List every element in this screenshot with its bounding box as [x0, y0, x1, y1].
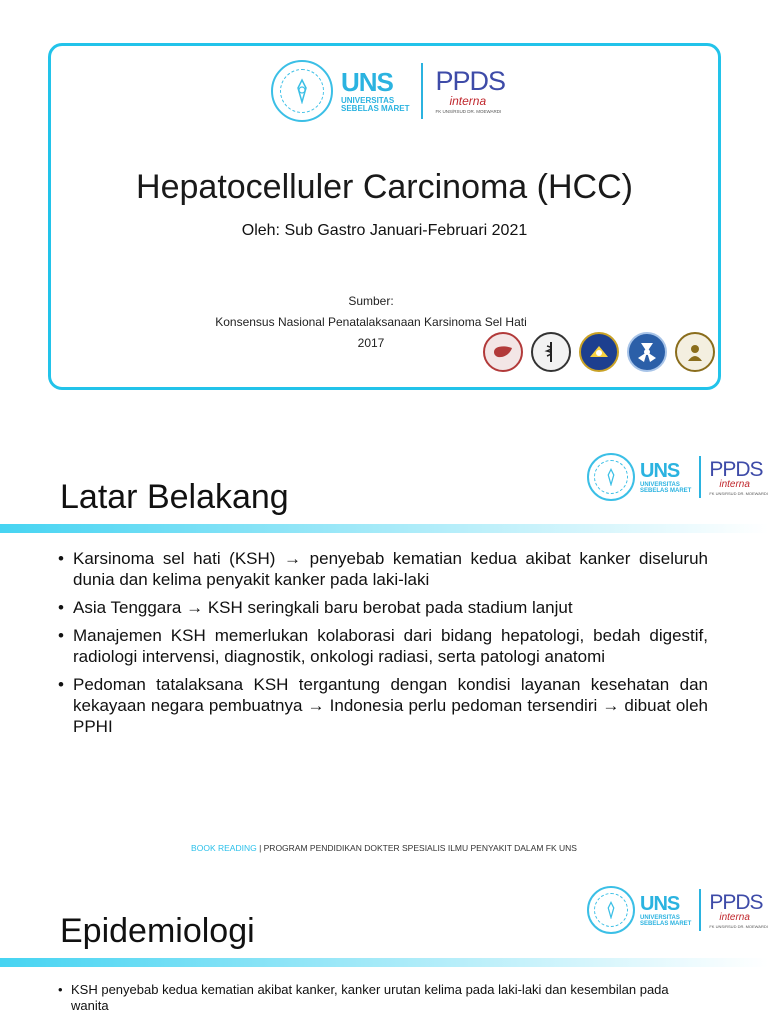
uns-wordmark: UNS UNIVERSITAS SEBELAS MARET — [640, 892, 692, 927]
header-logos — [587, 886, 768, 934]
accent-bar — [0, 958, 768, 967]
logo-divider — [421, 63, 423, 119]
list-item: • KSH penyebab kedua kematian akibat kanker, kanker urutan kelima pada laki-laki dan kesembilan pada wanita — [58, 982, 708, 1014]
footer-text: | PROGRAM PENDIDIKAN DOKTER SPESIALIS ILMU PENYAKIT DALAM FK UNS — [256, 843, 577, 853]
radiology-emblem-icon — [627, 332, 667, 372]
ppds-interna-logo: PPDS interna FK UNS/RSUD DR. MOEWARDI — [709, 890, 768, 929]
slide-footer — [0, 843, 768, 853]
logo-divider — [699, 456, 701, 498]
presentation-title: Hepatocelluler Carcinoma (HCC) — [136, 168, 633, 206]
slide-title: Epidemiologi — [60, 912, 255, 950]
snake-staff-emblem-icon — [531, 332, 571, 372]
source-year: 2017 — [357, 336, 385, 350]
presentation-author: Oleh: Sub Gastro Januari-Februari 2021 — [241, 222, 528, 239]
accent-bar — [0, 524, 768, 533]
header-logos — [587, 453, 768, 501]
uns-wordmark: UNS UNIVERSITAS SEBELAS MARET — [341, 67, 410, 113]
bullet-list — [58, 548, 708, 744]
source-label: Sumber: — [348, 294, 394, 308]
background-slide — [0, 440, 768, 860]
header-logos — [271, 60, 505, 122]
footer-highlight: BOOK READING — [191, 843, 257, 853]
logo-divider — [699, 889, 701, 931]
list-item: • Pedoman tatalaksana KSH tergantung dengan kondisi layanan kesehatan dan kekayaan negara pembuatnya → Indonesia perlu pedoman tersendiri → dibuat oleh PPHI — [58, 674, 708, 737]
uns-seal-icon — [271, 60, 333, 122]
blue-gold-emblem-icon — [579, 332, 619, 372]
surgeon-emblem-icon — [675, 332, 715, 372]
list-item: • Karsinoma sel hati (KSH) → penyebab kematian kedua akibat kanker diseluruh dunia dan kelima penyakit kanker pada laki-laki — [58, 548, 708, 590]
ppds-interna-logo: PPDS interna FK UNS/RSUD DR. MOEWARDI — [709, 457, 768, 496]
epidemiology-slide — [0, 880, 768, 1024]
uns-seal-icon — [587, 886, 635, 934]
list-item: • Asia Tenggara → KSH seringkali baru berobat pada stadium lanjut — [58, 597, 708, 618]
slide-title: Latar Belakang — [60, 478, 289, 516]
bullet-list — [58, 982, 708, 1021]
liver-emblem-icon — [483, 332, 523, 372]
ppds-interna-logo: PPDS interna FK UNS/RSUD DR. MOEWARDI — [435, 65, 505, 114]
title-slide — [48, 43, 721, 390]
uns-seal-icon — [587, 453, 635, 501]
list-item: • Manajemen KSH memerlukan kolaborasi dari bidang hepatologi, bedah digestif, radiologi intervensi, diagnostik, onkologi radiasi, serta patologi anatomi — [58, 625, 708, 667]
association-logos — [483, 332, 715, 372]
source-title: Konsensus Nasional Penatalaksanaan Karsinoma Sel Hati — [215, 315, 527, 329]
uns-wordmark: UNS UNIVERSITAS SEBELAS MARET — [640, 459, 692, 494]
